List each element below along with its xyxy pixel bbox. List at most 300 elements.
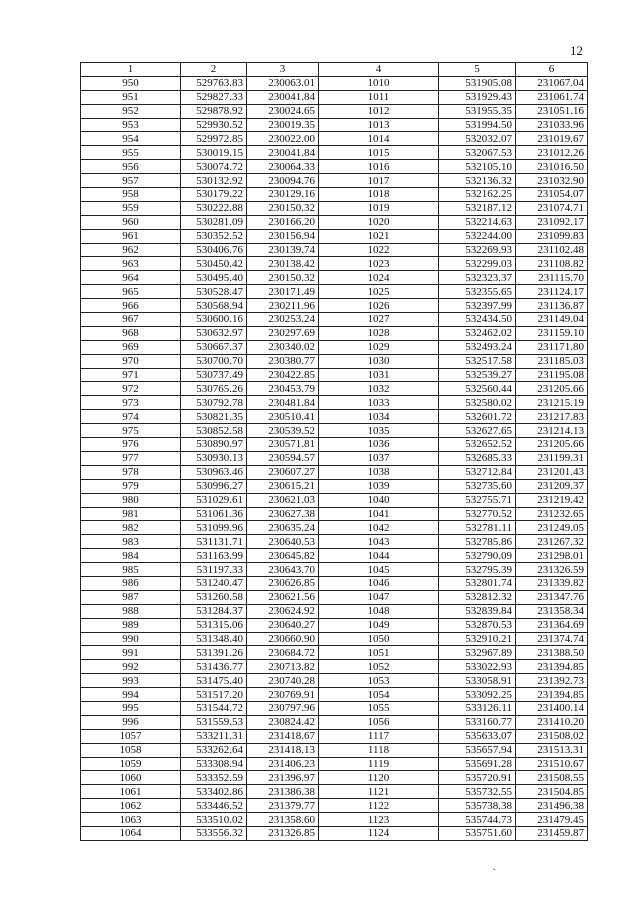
table-cell: 1061 <box>81 785 181 799</box>
table-cell: 1064 <box>81 826 181 840</box>
table-row <box>81 90 588 104</box>
table-cell: 535657.94 <box>439 743 516 757</box>
table-row <box>81 674 588 688</box>
table-row <box>81 688 588 702</box>
table-cell: 1052 <box>319 660 439 674</box>
table-cell: 230621.56 <box>247 590 319 604</box>
table-cell: 530281.09 <box>181 215 247 229</box>
table-cell: 981 <box>81 507 181 521</box>
table-cell: 533126.11 <box>439 701 516 715</box>
table-cell: 1026 <box>319 299 439 313</box>
table-cell: 530450.42 <box>181 257 247 271</box>
table-cell: 1122 <box>319 799 439 813</box>
table-cell: 532735.60 <box>439 479 516 493</box>
table-cell: 531994.50 <box>439 118 516 132</box>
table-cell: 230064.33 <box>247 160 319 174</box>
table-cell: 532785.86 <box>439 535 516 549</box>
table-cell: 1048 <box>319 604 439 618</box>
table-row <box>81 368 588 382</box>
table-row <box>81 174 588 188</box>
table-cell: 532870.53 <box>439 618 516 632</box>
table-cell: 532795.39 <box>439 563 516 577</box>
table-cell: 960 <box>81 215 181 229</box>
table-cell: 231214.13 <box>516 424 588 438</box>
table-cell: 231358.60 <box>247 813 319 827</box>
table-cell: 1038 <box>319 465 439 479</box>
table-cell: 230643.70 <box>247 563 319 577</box>
table-cell: 1023 <box>319 257 439 271</box>
table-cell: 231394.85 <box>516 660 588 674</box>
table-cell: 1021 <box>319 229 439 243</box>
table-cell: 1032 <box>319 382 439 396</box>
table-cell: 231267.32 <box>516 535 588 549</box>
table-cell: 529827.33 <box>181 90 247 104</box>
table-cell: 532214.63 <box>439 215 516 229</box>
table-row <box>81 410 588 424</box>
table-cell: 230150.32 <box>247 201 319 215</box>
table-cell: 230624.92 <box>247 604 319 618</box>
table-cell: 231379.77 <box>247 799 319 813</box>
table-cell: 230571.81 <box>247 438 319 452</box>
table-cell: 530667.37 <box>181 340 247 354</box>
table-cell: 230171.49 <box>247 285 319 299</box>
table-cell: 531099.96 <box>181 521 247 535</box>
table-cell: 530132.92 <box>181 174 247 188</box>
table-cell: 530019.15 <box>181 146 247 160</box>
table-cell: 231136.87 <box>516 299 588 313</box>
table-cell: 1054 <box>319 688 439 702</box>
table-cell: 230640.27 <box>247 618 319 632</box>
table-cell: 231396.97 <box>247 771 319 785</box>
table-row <box>81 438 588 452</box>
table-cell: 1027 <box>319 313 439 327</box>
table-cell: 231159.10 <box>516 326 588 340</box>
table-cell: 532652.52 <box>439 438 516 452</box>
table-cell: 1123 <box>319 813 439 827</box>
table-cell: 533352.59 <box>181 771 247 785</box>
table-cell: 1040 <box>319 493 439 507</box>
table-cell: 230627.38 <box>247 507 319 521</box>
table-row <box>81 146 588 160</box>
table-row <box>81 382 588 396</box>
table-cell: 231496.38 <box>516 799 588 813</box>
table-cell: 532781.11 <box>439 521 516 535</box>
table-cell: 531061.36 <box>181 507 247 521</box>
table-cell: 530352.52 <box>181 229 247 243</box>
table-cell: 231364.69 <box>516 618 588 632</box>
table-cell: 973 <box>81 396 181 410</box>
table-cell: 532105.10 <box>439 160 516 174</box>
table-cell: 530495.40 <box>181 271 247 285</box>
table-cell: 231201.43 <box>516 465 588 479</box>
column-header: 6 <box>516 63 588 77</box>
table-cell: 530700.70 <box>181 354 247 368</box>
table-cell: 1036 <box>319 438 439 452</box>
table-cell: 533402.86 <box>181 785 247 799</box>
table-cell: 230041.84 <box>247 146 319 160</box>
table-cell: 531240.47 <box>181 576 247 590</box>
table-cell: 1047 <box>319 590 439 604</box>
table-cell: 955 <box>81 146 181 160</box>
table-cell: 230380.77 <box>247 354 319 368</box>
table-cell: 980 <box>81 493 181 507</box>
table-cell: 231410.20 <box>516 715 588 729</box>
table-cell: 231185.03 <box>516 354 588 368</box>
table-cell: 532790.09 <box>439 549 516 563</box>
table-row <box>81 715 588 729</box>
table-cell: 230621.03 <box>247 493 319 507</box>
table-cell: 531436.77 <box>181 660 247 674</box>
table-cell: 994 <box>81 688 181 702</box>
table-cell: 230635.24 <box>247 521 319 535</box>
table-row <box>81 507 588 521</box>
table-cell: 230139.74 <box>247 243 319 257</box>
table-row <box>81 285 588 299</box>
table-cell: 966 <box>81 299 181 313</box>
table-cell: 231326.59 <box>516 563 588 577</box>
table-cell: 230253.24 <box>247 313 319 327</box>
table-cell: 531475.40 <box>181 674 247 688</box>
table-cell: 975 <box>81 424 181 438</box>
table-body <box>81 76 588 840</box>
table-cell: 1044 <box>319 549 439 563</box>
table-cell: 1017 <box>319 174 439 188</box>
table-cell: 231012.26 <box>516 146 588 160</box>
table-cell: 1020 <box>319 215 439 229</box>
table-cell: 1037 <box>319 451 439 465</box>
table-row <box>81 590 588 604</box>
column-header: 3 <box>247 63 319 77</box>
table-cell: 964 <box>81 271 181 285</box>
table-cell: 533308.94 <box>181 757 247 771</box>
page-number: 12 <box>570 43 583 58</box>
table-cell: 531197.33 <box>181 563 247 577</box>
table-cell: 530600.16 <box>181 313 247 327</box>
coordinates-table <box>80 62 588 841</box>
table-cell: 231051.16 <box>516 104 588 118</box>
table-cell: 530179.22 <box>181 188 247 202</box>
table-cell: 529930.52 <box>181 118 247 132</box>
table-cell: 530821.35 <box>181 410 247 424</box>
table-cell: 532839.84 <box>439 604 516 618</box>
table-cell: 951 <box>81 90 181 104</box>
table-cell: 532580.02 <box>439 396 516 410</box>
table-cell: 231033.96 <box>516 118 588 132</box>
table-cell: 1028 <box>319 326 439 340</box>
table-cell: 230422.85 <box>247 368 319 382</box>
table-cell: 231205.66 <box>516 438 588 452</box>
table-cell: 530765.26 <box>181 382 247 396</box>
table-cell: 1030 <box>319 354 439 368</box>
table-cell: 532244.00 <box>439 229 516 243</box>
table-row <box>81 299 588 313</box>
table-cell: 530996.27 <box>181 479 247 493</box>
table-cell: 529878.92 <box>181 104 247 118</box>
table-cell: 532627.65 <box>439 424 516 438</box>
table-row <box>81 396 588 410</box>
table-cell: 972 <box>81 382 181 396</box>
table-cell: 230297.69 <box>247 326 319 340</box>
table-cell: 535751.60 <box>439 826 516 840</box>
table-cell: 530222.88 <box>181 201 247 215</box>
table-cell: 231418.67 <box>247 729 319 743</box>
table-cell: 1045 <box>319 563 439 577</box>
table-cell: 961 <box>81 229 181 243</box>
table-cell: 531905.08 <box>439 76 516 90</box>
table-cell: 231374.74 <box>516 632 588 646</box>
table-cell: 230640.53 <box>247 535 319 549</box>
table-cell: 231195.08 <box>516 368 588 382</box>
table-cell: 1050 <box>319 632 439 646</box>
table-row <box>81 104 588 118</box>
table-cell: 230022.00 <box>247 132 319 146</box>
table-cell: 533092.25 <box>439 688 516 702</box>
table-cell: 969 <box>81 340 181 354</box>
table-cell: 535691.28 <box>439 757 516 771</box>
table-cell: 531029.61 <box>181 493 247 507</box>
table-cell: 1010 <box>319 76 439 90</box>
table-row <box>81 632 588 646</box>
table-row <box>81 188 588 202</box>
table-cell: 231406.23 <box>247 757 319 771</box>
table-row <box>81 201 588 215</box>
table-cell: 1049 <box>319 618 439 632</box>
table-cell: 532355.65 <box>439 285 516 299</box>
table-cell: 231508.55 <box>516 771 588 785</box>
table-cell: 532601.72 <box>439 410 516 424</box>
table-cell: 976 <box>81 438 181 452</box>
table-cell: 231205.66 <box>516 382 588 396</box>
table-row <box>81 576 588 590</box>
table-cell: 531260.58 <box>181 590 247 604</box>
table-row <box>81 340 588 354</box>
table-cell: 230824.42 <box>247 715 319 729</box>
table-cell: 968 <box>81 326 181 340</box>
table-row <box>81 521 588 535</box>
table-cell: 533556.32 <box>181 826 247 840</box>
table-cell: 1053 <box>319 674 439 688</box>
table-cell: 231054.07 <box>516 188 588 202</box>
table-cell: 1124 <box>319 826 439 840</box>
table-cell: 530568.94 <box>181 299 247 313</box>
table-cell: 231232.65 <box>516 507 588 521</box>
table-cell: 231019.67 <box>516 132 588 146</box>
table-cell: 967 <box>81 313 181 327</box>
table-cell: 1039 <box>319 479 439 493</box>
table-cell: 1060 <box>81 771 181 785</box>
table-cell: 533022.93 <box>439 660 516 674</box>
table-cell: 230453.79 <box>247 382 319 396</box>
table-row <box>81 313 588 327</box>
table-row <box>81 229 588 243</box>
table-cell: 535633.07 <box>439 729 516 743</box>
table-cell: 530074.72 <box>181 160 247 174</box>
table-cell: 1034 <box>319 410 439 424</box>
table-cell: 230510.41 <box>247 410 319 424</box>
table-cell: 230340.02 <box>247 340 319 354</box>
table-cell: 230129.16 <box>247 188 319 202</box>
table-cell: 533058.91 <box>439 674 516 688</box>
table-cell: 231510.67 <box>516 757 588 771</box>
table-row <box>81 701 588 715</box>
table-row <box>81 757 588 771</box>
table-cell: 231115.70 <box>516 271 588 285</box>
table-cell: 230481.84 <box>247 396 319 410</box>
table-cell: 231400.14 <box>516 701 588 715</box>
table-cell: 1011 <box>319 90 439 104</box>
table-cell: 996 <box>81 715 181 729</box>
table-cell: 231199.31 <box>516 451 588 465</box>
table-cell: 531544.72 <box>181 701 247 715</box>
column-header: 2 <box>181 63 247 77</box>
table-row <box>81 215 588 229</box>
table-cell: 530406.76 <box>181 243 247 257</box>
table-cell: 532493.24 <box>439 340 516 354</box>
table-cell: 231149.04 <box>516 313 588 327</box>
table-cell: 1016 <box>319 160 439 174</box>
table-cell: 956 <box>81 160 181 174</box>
table-cell: 531517.20 <box>181 688 247 702</box>
table-cell: 230156.94 <box>247 229 319 243</box>
table-cell: 990 <box>81 632 181 646</box>
table-cell: 531955.35 <box>439 104 516 118</box>
table-row <box>81 424 588 438</box>
table-cell: 532910.21 <box>439 632 516 646</box>
table-row <box>81 813 588 827</box>
table-cell: 532685.33 <box>439 451 516 465</box>
table-cell: 231249.05 <box>516 521 588 535</box>
table-cell: 230626.85 <box>247 576 319 590</box>
table-cell: 971 <box>81 368 181 382</box>
table-cell: 1033 <box>319 396 439 410</box>
table-cell: 530632.97 <box>181 326 247 340</box>
table-cell: 230211.96 <box>247 299 319 313</box>
table-cell: 529972.85 <box>181 132 247 146</box>
column-header: 4 <box>319 63 439 77</box>
table-cell: 1024 <box>319 271 439 285</box>
table-cell: 1018 <box>319 188 439 202</box>
table-cell: 230539.52 <box>247 424 319 438</box>
table-cell: 532462.02 <box>439 326 516 340</box>
table-cell: 231102.48 <box>516 243 588 257</box>
table-cell: 231386.38 <box>247 785 319 799</box>
table-row <box>81 132 588 146</box>
table-cell: 958 <box>81 188 181 202</box>
table-cell: 531131.71 <box>181 535 247 549</box>
table-cell: 1014 <box>319 132 439 146</box>
table-cell: 529763.83 <box>181 76 247 90</box>
table-cell: 530737.49 <box>181 368 247 382</box>
table-cell: 1046 <box>319 576 439 590</box>
table-cell: 230063.01 <box>247 76 319 90</box>
table-cell: 231326.85 <box>247 826 319 840</box>
table-cell: 532801.74 <box>439 576 516 590</box>
table-cell: 532517.58 <box>439 354 516 368</box>
table-cell: 988 <box>81 604 181 618</box>
table-cell: 231099.83 <box>516 229 588 243</box>
table-cell: 231388.50 <box>516 646 588 660</box>
table-cell: 977 <box>81 451 181 465</box>
table-cell: 530852.58 <box>181 424 247 438</box>
table-cell: 530528.47 <box>181 285 247 299</box>
table-cell: 1063 <box>81 813 181 827</box>
table-row <box>81 118 588 132</box>
table-cell: 1118 <box>319 743 439 757</box>
table-row <box>81 271 588 285</box>
table-cell: 231339.82 <box>516 576 588 590</box>
table-cell: 1031 <box>319 368 439 382</box>
table-cell: 231394.85 <box>516 688 588 702</box>
column-header: 5 <box>439 63 516 77</box>
table-row <box>81 826 588 840</box>
table-cell: 532162.25 <box>439 188 516 202</box>
table-cell: 231016.50 <box>516 160 588 174</box>
table-cell: 230138.42 <box>247 257 319 271</box>
table-cell: 230019.35 <box>247 118 319 132</box>
table-row <box>81 257 588 271</box>
table-cell: 535720.91 <box>439 771 516 785</box>
table-cell: 1019 <box>319 201 439 215</box>
table-cell: 957 <box>81 174 181 188</box>
table-cell: 950 <box>81 76 181 90</box>
table-cell: 1119 <box>319 757 439 771</box>
table-cell: 230041.84 <box>247 90 319 104</box>
table-row <box>81 743 588 757</box>
table-row <box>81 243 588 257</box>
table-cell: 993 <box>81 674 181 688</box>
table-row <box>81 326 588 340</box>
table-cell: 531348.40 <box>181 632 247 646</box>
table-cell: 531284.37 <box>181 604 247 618</box>
table-cell: 532032.07 <box>439 132 516 146</box>
table-cell: 230594.57 <box>247 451 319 465</box>
table-cell: 530890.97 <box>181 438 247 452</box>
table-cell: 1015 <box>319 146 439 160</box>
table-cell: 231358.34 <box>516 604 588 618</box>
table-cell: 531391.26 <box>181 646 247 660</box>
table-cell: 995 <box>81 701 181 715</box>
table-cell: 231209.37 <box>516 479 588 493</box>
table-cell: 230684.72 <box>247 646 319 660</box>
table-cell: 1012 <box>319 104 439 118</box>
table-cell: 1056 <box>319 715 439 729</box>
table-row <box>81 76 588 90</box>
table-cell: 532136.32 <box>439 174 516 188</box>
table-cell: 230713.82 <box>247 660 319 674</box>
table-cell: 230150.32 <box>247 271 319 285</box>
table-cell: 532397.99 <box>439 299 516 313</box>
table-cell: 533446.52 <box>181 799 247 813</box>
table-cell: 1029 <box>319 340 439 354</box>
table-cell: 987 <box>81 590 181 604</box>
table-cell: 963 <box>81 257 181 271</box>
table-row <box>81 604 588 618</box>
table-cell: 535738.38 <box>439 799 516 813</box>
table-cell: 535732.55 <box>439 785 516 799</box>
table-cell: 231067.04 <box>516 76 588 90</box>
header-row <box>81 63 588 77</box>
table-cell: 1057 <box>81 729 181 743</box>
table-cell: 530930.13 <box>181 451 247 465</box>
table-cell: 231459.87 <box>516 826 588 840</box>
table-cell: 231418.13 <box>247 743 319 757</box>
table-cell: 530792.78 <box>181 396 247 410</box>
table-cell: 1120 <box>319 771 439 785</box>
table-cell: 986 <box>81 576 181 590</box>
table-cell: 231219.42 <box>516 493 588 507</box>
table-cell: 978 <box>81 465 181 479</box>
table-cell: 231392.73 <box>516 674 588 688</box>
